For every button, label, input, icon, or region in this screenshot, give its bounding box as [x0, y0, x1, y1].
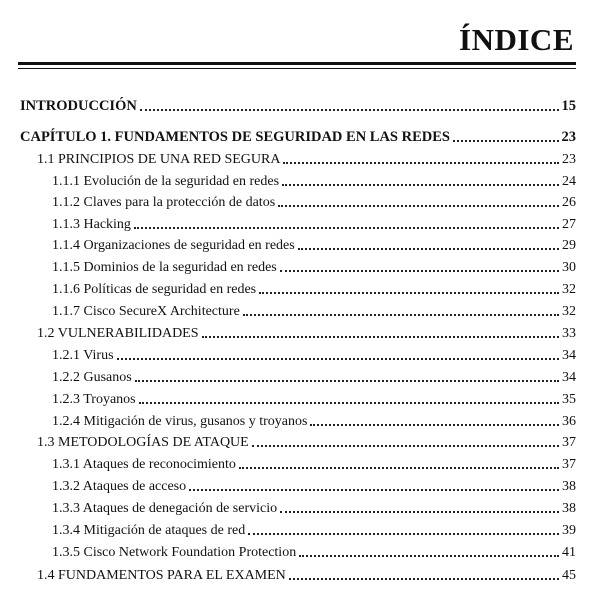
toc-entry-title: 1.2.3 Troyanos: [52, 392, 136, 407]
toc-entry[interactable]: [37, 322, 576, 342]
toc-dot-leader: [278, 205, 559, 207]
toc-entry-page: 41: [562, 545, 576, 560]
toc-dot-leader: [310, 424, 559, 426]
toc-entry-page: 32: [562, 304, 576, 319]
toc-dot-leader: [289, 578, 559, 580]
toc-entry[interactable]: [52, 278, 576, 298]
toc-entry-title: 1.2.4 Mitigación de virus, gusanos y troyanos: [52, 414, 308, 429]
toc-entry-page: 27: [562, 217, 576, 232]
toc-dot-leader: [243, 314, 559, 316]
toc-dot-leader: [252, 445, 559, 447]
toc-dot-leader: [134, 227, 559, 229]
toc-entry-page: 23: [561, 129, 576, 145]
toc-entry[interactable]: [20, 126, 576, 146]
toc-entry[interactable]: [52, 170, 576, 190]
toc-entry-title: CAPÍTULO 1. FUNDAMENTOS DE SEGURIDAD EN LAS REDES: [20, 129, 450, 145]
toc-entry-page: 38: [562, 501, 576, 516]
toc-entry-title: 1.4 FUNDAMENTOS PARA EL EXAMEN: [37, 568, 286, 583]
toc-dot-leader: [140, 109, 559, 111]
toc-dot-leader: [239, 467, 559, 469]
toc-dot-leader: [283, 162, 559, 164]
toc-dot-leader: [117, 358, 559, 360]
toc-dot-leader: [139, 402, 559, 404]
toc-entry-page: 37: [562, 435, 576, 450]
toc-dot-leader: [299, 555, 559, 557]
toc-entry-title: INTRODUCCIÓN: [20, 98, 137, 114]
toc-entry-title: 1.1.1 Evolución de la seguridad en redes: [52, 174, 280, 189]
toc-entry-page: 34: [562, 370, 576, 385]
toc-entry[interactable]: [52, 344, 576, 364]
toc-entry-page: 30: [562, 260, 576, 275]
toc-entry-title: 1.3.2 Ataques de acceso: [52, 479, 187, 494]
toc-entry-title: 1.3.1 Ataques de reconocimiento: [52, 457, 236, 472]
toc-entry-title: 1.2.2 Gusanos: [52, 370, 132, 385]
toc-entry-title: 1.1 PRINCIPIOS DE UNA RED SEGURA: [37, 152, 281, 167]
toc-entry-title: 1.3.5 Cisco Network Foundation Protection: [52, 545, 297, 560]
toc-dot-leader: [259, 292, 559, 294]
toc-dot-leader: [280, 511, 559, 513]
toc-dot-leader: [202, 336, 559, 338]
toc-dot-leader: [453, 140, 559, 142]
toc-entry-page: 38: [562, 479, 576, 494]
toc-entry-page: 39: [562, 523, 576, 538]
toc-entry-page: 45: [562, 568, 576, 583]
toc-entry-page: 32: [562, 282, 576, 297]
toc-entry-title: 1.2.1 Virus: [52, 348, 114, 363]
toc-entry[interactable]: [52, 366, 576, 386]
toc-entry-title: 1.1.5 Dominios de la seguridad en redes: [52, 260, 277, 275]
toc-entry-page: 35: [562, 392, 576, 407]
toc-entry-title: 1.1.7 Cisco SecureX Architecture: [52, 304, 240, 319]
toc-entry[interactable]: [52, 453, 576, 473]
toc-entry-page: 37: [562, 457, 576, 472]
toc-entry-title: 1.2 VULNERABILIDADES: [37, 326, 199, 341]
toc-entry[interactable]: [52, 410, 576, 430]
toc-entry-page: 33: [562, 326, 576, 341]
toc-dot-leader: [282, 184, 559, 186]
toc-dot-leader: [298, 248, 559, 250]
toc-entry[interactable]: [52, 475, 576, 495]
toc-entry[interactable]: [52, 497, 576, 517]
toc-entry-title: 1.3.4 Mitigación de ataques de red: [52, 523, 246, 538]
toc-dot-leader: [135, 380, 559, 382]
toc-entry[interactable]: [37, 564, 576, 584]
toc-entry-title: 1.1.2 Claves para la protección de datos: [52, 195, 276, 210]
title-rule-thick: [18, 62, 576, 65]
toc-entry-page: 24: [562, 174, 576, 189]
toc-entry-title: 1.1.6 Políticas de seguridad en redes: [52, 282, 257, 297]
toc-entry[interactable]: [37, 431, 576, 451]
toc-entry[interactable]: [37, 148, 576, 168]
toc-dot-leader: [189, 489, 559, 491]
toc-entry-title: 1.1.3 Hacking: [52, 217, 131, 232]
toc-entry[interactable]: [20, 95, 576, 115]
toc-entry[interactable]: [52, 519, 576, 539]
toc-entry-page: 23: [562, 152, 576, 167]
toc-entry-title: 1.1.4 Organizaciones de seguridad en redes: [52, 238, 295, 253]
toc-entry[interactable]: [52, 541, 576, 561]
toc-entry-page: 36: [562, 414, 576, 429]
toc-entry-page: 34: [562, 348, 576, 363]
toc-entry[interactable]: [52, 234, 576, 254]
toc-entry[interactable]: [52, 213, 576, 233]
title-rule-thin: [18, 68, 576, 69]
toc-entry-page: 26: [562, 195, 576, 210]
toc-entry[interactable]: [52, 388, 576, 408]
toc-dot-leader: [248, 533, 559, 535]
toc-dot-leader: [280, 270, 559, 272]
page-title: ÍNDICE: [459, 22, 574, 57]
toc-entry-title: 1.3 METODOLOGÍAS DE ATAQUE: [37, 435, 249, 450]
toc-entry-page: 15: [561, 98, 576, 114]
toc-entry[interactable]: [52, 300, 576, 320]
toc-entry-page: 29: [562, 238, 576, 253]
toc-entry[interactable]: [52, 191, 576, 211]
toc-entry[interactable]: [52, 256, 576, 276]
toc-entry-title: 1.3.3 Ataques de denegación de servicio: [52, 501, 278, 516]
